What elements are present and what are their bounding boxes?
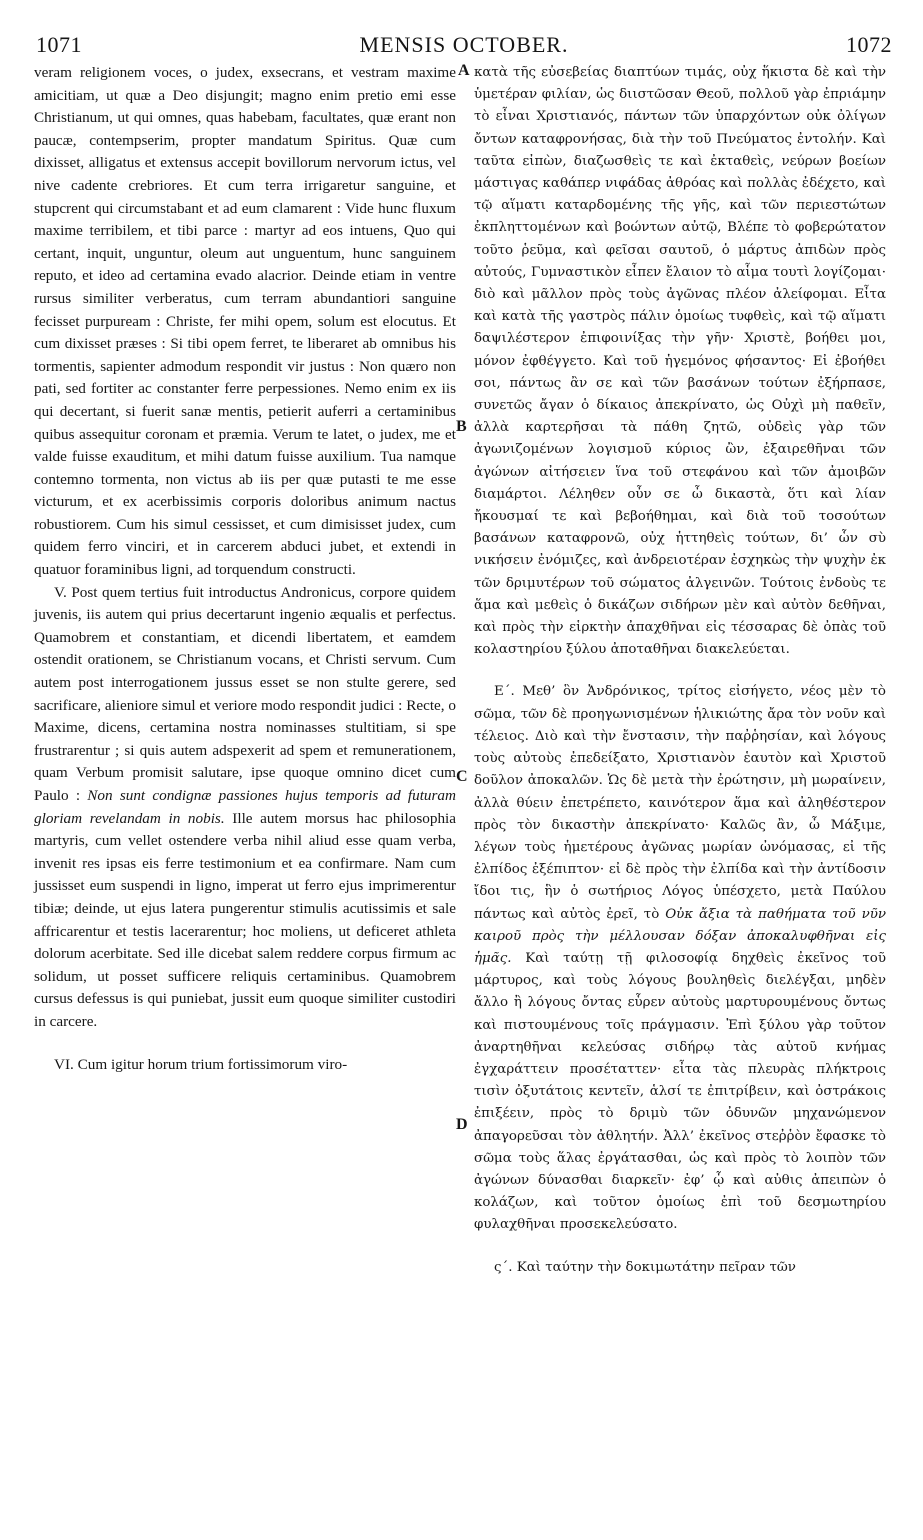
latin-paragraph-2 xyxy=(34,582,456,1034)
greek-paragraph-1: κατὰ τῆς εὐσεβείας διαπτύων τιμάς, οὐχ ἥκιστα δὲ καὶ τὴν ὑμετέραν φιλίαν, ὡς διιστῶσαν Θεοῦ, πολλοῦ γὰρ ἐπριάμην τὸ εἶναι Χριστιανός, πάντων τῶν ὑπαρχόντων οὐκ ὀλίγων ὄντων καταφρονήσας, διὰ τὴν τοῦ Πνεύματος ἐντολήν. Καὶ ταῦτα εἰπὼν, διαζωσθεὶς τε καὶ ἐκταθεὶς, νεύρων βοείων μάστιγας καθάπερ νιφάδας ἀθρόας καὶ πολλὰς ἐδέχετο, καὶ τῷ αἵματι καταρδομένης τῆς γῆς, καὶ τῶν περιεστώτων ἐκπληττομένων καὶ βοώντων αὐτῷ, Βλέπε τὸ φοβερώτατον τοῦτο ῥεῦμα, καὶ φεῖσαι σαυτοῦ, ὁ μάρτυς ἀπιδὼν πρὸς αὐτούς, Γυμναστικὸν εἶπεν ἔλαιον τὸ αἷμα τουτὶ λογίζομαι· διὸ καὶ μᾶλλον πρὸς τοὺς ἀγῶνας πλέον ἀλείφομαι. Εἶτα καὶ κατὰ τῆς γαστρὸς πάλιν ὁμοίως τυφθεὶς, καὶ τῷ αἵματι δαψιλέστερον ἐπιφοινίξας τὴν γῆν· Χριστὲ, βοήθει μοι, μόνον ἐφθέγγετο. Καὶ τοῦ ἡγεμόνος φήσαντος· Εἰ ἐβοήθει σοι, πάντως ἂν σε καὶ τῶν βασάνων τούτων ἐξήρπασε, συνετῶς ἄγαν ὁ δίκαιος ἀπεκρίνατο, ὡς Οὐχὶ μὴ παθεῖν, ἀλλὰ καρτερῆσαι τὰ πάθη ζητῶ, οὐδεὶς γὰρ τῶν ἀγωνιζομένων λογισμοῦ κύριος ὢν, ἐξαιρεθῆναι τῶν ἀγώνων αἰτήσειεν ἵνα τοῦ στεφάνου καὶ τῶν ἀμοιβῶν διαμάρτοι. Λέληθεν οὖν σε ὦ δικαστὰ, ὅτι καὶ λίαν ἤκουσμαί τε καὶ βεβοήθημαι, καὶ διὰ τοῦ τοσούτων βασάνων καταφρονῶ, οὐχ ἡττηθεὶς τούτων, δι’ ὧν σὺ νικήσειν ἐνόμιζες, καὶ ἀνδρειοτέραν ἐσχηκὼς τὴν ψυχὴν ἐκ τῶν δριμυτέρων τοῦ σώματος ἀλγεινῶν. Τούτοις ἐνδοὺς τε ἅμα καὶ μεθεὶς ὁ δικάζων σιδήρων μὲν καὶ αὐτὸν δεθῆναι, καὶ πρὸς τὴν εἱρκτὴν ἀπαχθῆναι εἰς τέσσαρας δὲ ὀπὰς τοῦ κολαστηρίου ξύλου ἀποταθῆναι διακελεύεται. xyxy=(474,65,886,658)
latin-paragraph-2-cont: Ille autem morsus hac philosophia martyris, cum vellet ostendere verba nihil aliud esse quam verba, invenit res ipsas eis ferre testimonium et ea confirmare. Nam cum jussisset eum suspendi in ligno, imperat ut ferro ejus imprimerentur tibiæ; deinde, ut ejus latera pungerentur stimulis acutissimis et sale affricarentur et testis lacerarentur; hoc moliens, ut deficeret athleta dolorum acerbitate. Sed ille dicebat salem reddere corpus firmum ac solidum, ut posset sufficere reliquis certaminibus. Quamobrem cursus defessus is qui puniebat, jussit eum quoque similiter custodiri in carcere. xyxy=(34,809,456,1030)
margin-letter-a: A xyxy=(458,62,470,79)
running-title: MENSIS OCTOBER. xyxy=(359,32,569,57)
greek-scripture-quote: Οὐκ ἄξια τὰ παθήματα τοῦ νῦν καιροῦ πρὸς τὴν μέλλουσαν δόξαν ἀποκαλυφθῆναι εἰς ἡμᾶς. xyxy=(474,906,887,966)
greek-paragraph-2 xyxy=(474,681,886,1236)
margin-letter-d: D xyxy=(456,1116,468,1133)
greek-paragraph-3: ς΄. Καὶ ταύτην τὴν δοκιμωτάτην πεῖραν τῶν xyxy=(494,1259,796,1275)
latin-column xyxy=(34,62,456,1076)
margin-letter-b: B xyxy=(456,418,467,435)
margin-letter-c: C xyxy=(456,768,468,785)
right-page-number: 1072 xyxy=(846,32,892,57)
latin-paragraph-3: VI. Cum igitur horum trium fortissimorum viro- xyxy=(54,1055,348,1073)
left-page-number: 1071 xyxy=(36,32,82,57)
greek-paragraph-2-cont: Καὶ ταύτῃ τῇ φιλοσοφίᾳ δηχθεὶς ἐκεῖνος τοῦ μάρτυρος, καὶ τοὺς λόγους βουληθεὶς διελέγξαι, μηδὲν ἄλλο ἢ λόγους ὄντας εὗρεν αὐτοὺς μαρτυρουμένους ὄντως καὶ πιστουμένους τοῖς πράγμασιν. Ἐπὶ ξύλου γὰρ τοῦτον ἀναρτηθῆναι κελεύσας σιδήρῳ τὰς αὐτοῦ κνήμας ἐγχαράττειν προσέταττεν· εἶτα τὰς πλευρὰς πλήκτροις τισὶν ὀξυτάτοις κεντεῖν, ἁλσί τε ἐπιτρίβειν, καὶ ὀστράκοις ἐπιξέειν, πρὸς τὸ δριμὺ τῶν ὀδυνῶν μηχανώμενον ἀπαγορεῦσαι τὸν ἀθλητήν. Ἀλλ’ ἐκεῖνος στεῤῥὸν ἔφασκε τὸ σῶμα τοὺς ἅλας ἐργάτασθαι, ὡς καὶ πρὸς τὸ λοιπὸν τῶν ἀγώνων δύνασθαι διαρκεῖν· ἐφ’ ᾧ καὶ αὐθις ἀπειπὼν ὁ κολάζων, καὶ τοῦτον ὁμοίως ἐπὶ τοῦ δεσμωτηρίου φυλαχθῆναι προσεκελεύσατο. xyxy=(474,950,886,1233)
latin-paragraph-2-text: V. Post quem tertius fuit introductus Andronicus, corpore quidem juvenis, iis autem qui prius decertarunt ingenio æqualis et perfectus. Quamobrem et constantiam, et dicendi libertatem, et eamdem ostendit orationem, se Christianum vocans, et Christi servum. Cum autem post interrogationem jussus esset se non stulte gerere, sed sacrificare, alieniore simul et veriore modo respondit judici : Recte, o Maxime, dicens, certamina nostra nominasses stultitiam, si spe frustrarentur ; si quis autem adspexerit ad spem et remunerationem, quam Verbum promisit salutare, ipse quoque omnino dicet cum Paulo : xyxy=(34,583,456,804)
greek-column xyxy=(474,62,886,1279)
latin-paragraph-1: veram religionem voces, o judex, exsecrans, et vestram maxime amicitiam, ut quæ a Deo disjungit; magno enim pretio emi esse Christianum, ut qui omnes, quas habebam, facultates, quæ erant non paucæ, contempserim, propter mandatum Spiritus. Quæ cum dixisset, alligatus et extensus accepit bovillorum nervorum ictus, vel nive cadente crebriores. Et cum terra irrigaretur sanguine, et stupcrent qui circumstabant et ad eum clamarent : Vide hunc fluxum maxime terribilem, et tibi parce : martyr ad eos intuens, Quo qui certant, inquit, unguntur, oleum aut unguentum, hunc sanguinem reputo, et ideo ad certamina evado alacrior. Deinde etiam in ventre rursus similiter verberatus, cum terram abundantiori sanguine fecisset purpuream : Christe, fer mihi opem, solum est elocutus. Et cum dixisset præses : Si tibi opem ferret, te liberaret ab omnibus his tormentis, sapienter admodum respondit vir justus : Non quæro non pati, sed fortiter ac constanter ferre perpessiones. Nemo enim ex iis qui decertant, si fuerit sanæ mentis, petierit auferri a certaminibus quibus assequitur coronam et præmia. Verum te latet, o judex, me et valde fuisse exauditum, et mihi datum fuisse auxilium. Tua namque contemno tormenta, non victus ab iis per quæ putasti te me esse victurum, et ex acerbissimis corporis doloribus animum nactus robustiorem. Cum his simul cessisset, et cum dimisisset judex, cum quidem ferro vinciri, et in carcerem abduci jubet, et extendi in quatuor foraminibus ligni, ad torquendum constructi. xyxy=(34,64,456,579)
page-header xyxy=(36,32,892,60)
latin-scripture-quote: Non sunt condignæ passiones hujus temporis ad futuram gloriam revelandam in nobis. xyxy=(34,787,456,827)
greek-paragraph-2-text: Ε΄. Μεθ’ ὃν Ἀνδρόνικος, τρίτος εἰσήγετο, νέος μὲν τὸ σῶμα, τῶν δὲ προηγωνισμένων ἡλικιώτης ἄρα τὸν νοῦν καὶ τέλειος. Διὸ καὶ τὴν ἔνστασιν, τὴν παῤῥησίαν, καὶ λόγους τοὺς αὐτοὺς ἐπεδείξατο, Χριστιανὸν ἑαυτὸν καὶ Χριστοῦ δοῦλον ἀποκαλῶν. Ὡς δὲ μετὰ τὴν ἐρώτησιν, μὴ μωραίνειν, ἀλλὰ θύειν ἐπετρέπετο, καινότερον ἅμα καὶ ἀληθέστερον πρὸς τὸν δικαστὴν ἀπεκρίνατο· Καλῶς ἂν, ὦ Μάξιμε, λέγων τοὺς ἡμετέρους ἀγῶνας μωρίαν ὠνόμασας, εἰ τῆς ἐλπίδος ἐξέπιπτον· εἰ δὲ πρὸς τὴν ἐλπίδα καὶ τὴν ἀντίδοσιν ἴδοι τις, ἣν ὁ σωτήριος Λόγος ὑπέσχετο, μετὰ Παύλου πάντως καὶ αὐτὸς ἐρεῖ, τὸ xyxy=(474,684,886,922)
